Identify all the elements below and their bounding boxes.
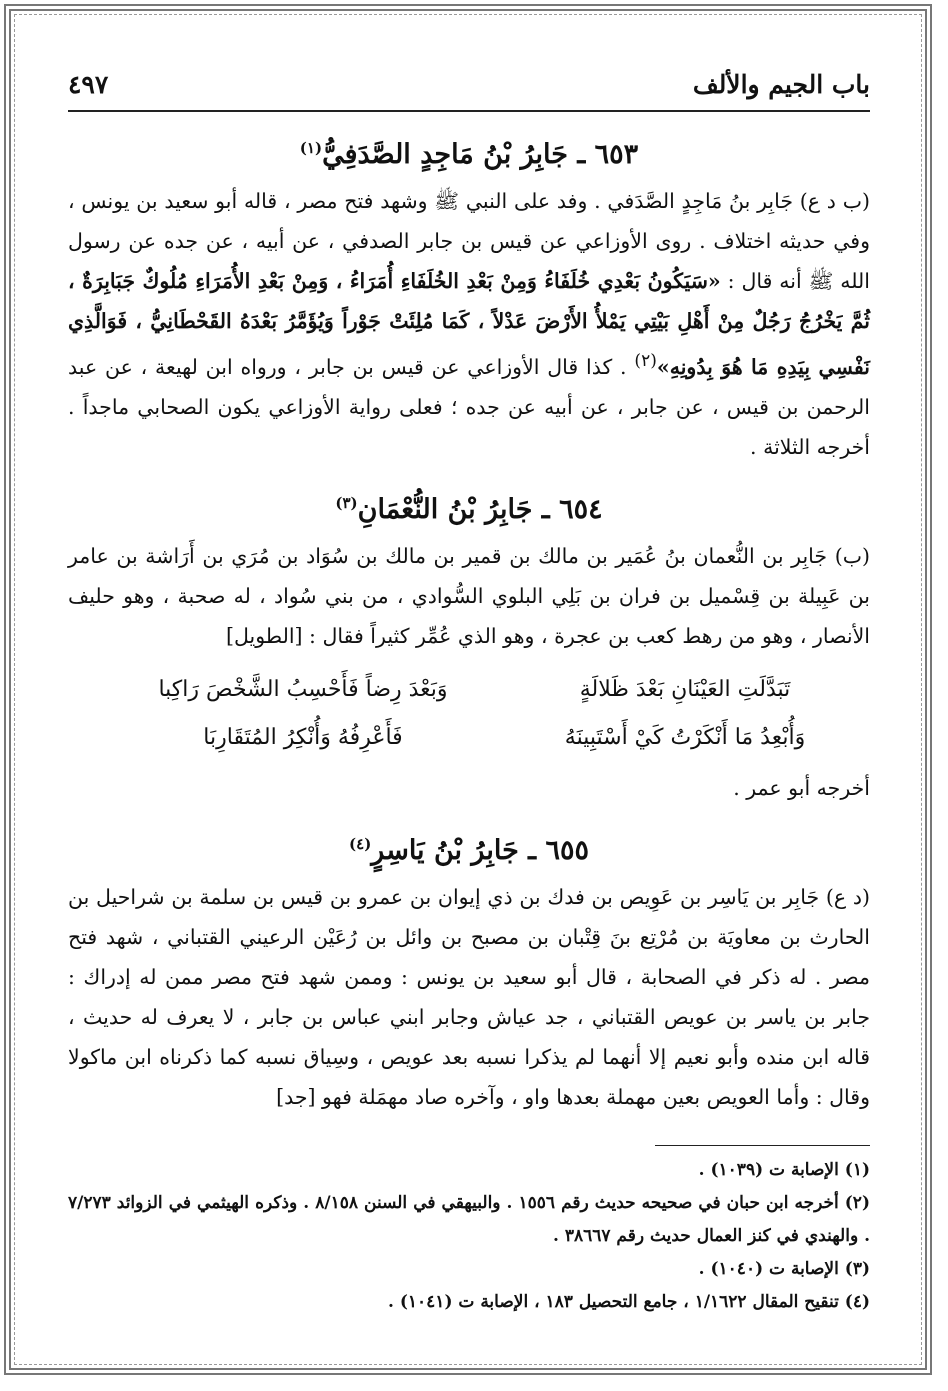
poem-verse	[68, 714, 870, 762]
footnote: (٢) أخرجه ابن حبان في صحيحه حديث رقم ١٥٥٦ . والبيهقي في السنن ٨/١٥٨ . وذكره الهيثمي في الزوائد ٧/٢٧٣ . والهندي في كنز العمال حديث رقم ٣٨٦٦٧ .	[68, 1192, 870, 1246]
hadith-text: «سَيَكُونُ بَعْدِي خُلَفَاءُ وَمِنْ بَعْدِ الخُلَفَاءِ أُمَرَاءُ ، وَمِنْ بَعْدِ الأُمَرَاءِ مُلُوكٌ جَبَابِرَةٌ ، ثُمَّ يَخْرُجُ رَجُلٌ مِنْ أَهْلِ بَيْتِي يَمْلأُ الأَرْضَ عَدْلاً ، كَمَا مُلِئَتْ جَوْراً وَيُؤَمَّرُ بَعْدَهُ القَحْطَانِيُّ ، فَوَالَّذِي نَفْسِي بِيَدِهِ مَا هُوَ بِدُونِهِ»	[68, 269, 870, 379]
entry-title-text: ٦٥٥ ـ جَابِرُ بْنُ يَاسِرٍ	[371, 834, 589, 866]
entry-text: (ب د ع) جَابِر بنُ مَاجِدٍ الصَّدَفي . وفد على النبي ﷺ وشهد فتح مصر ، قاله أبو سعيد بن يونس ، وفي حديثه اختلاف . روى الأوزاعي عن قيس بن جابر الصدفي ، عن أبيه ، عن جده عن رسول الله ﷺ أنه قال :	[68, 189, 870, 293]
footnote-ref: (٣)	[335, 493, 358, 512]
footnote-ref: (٢)	[634, 351, 657, 371]
poem	[68, 666, 870, 762]
footnote-separator	[655, 1145, 870, 1146]
footnote: (٤) تنقيح المقال ١/١٦٢٢ ، جامع التحصيل ١٨٣ ، الإصابة ت (١٠٤١) .	[388, 1291, 870, 1312]
entry-title-text: ٦٥٤ ـ جَابِرُ بْنُ النُّعْمَانِ	[357, 493, 603, 525]
entry-title-655	[68, 824, 870, 871]
entry-text: (ب) جَابِر بن النُّعمان بنُ عُمَير بن مالك بن قمير بن مالك بن سُوَاد بن مُرَي بن أَرَاشة بن عامر بن عَبِيلة بن قِسْميل بن فران بن بَلِي البلوي السُّوادي ، من بني سُواد ، له صحبة ، وهو حليف الأنصار ، وهو من رهط كعب بن عجرة ، وهو الذي عُمِّر كثيراً فقال : [الطويل]	[68, 543, 870, 648]
entry-body-655	[68, 877, 870, 1117]
entry-title-654	[68, 483, 870, 530]
footnote: (٣) الإصابة ت (١٠٤٠) .	[698, 1258, 870, 1279]
footnote-ref: (٤)	[349, 834, 372, 853]
entry-closing-654: أخرجه أبو عمر .	[733, 775, 870, 800]
poem-hemistich: فَأَعْرِفُهُ وَأُنْكِرُ المُتَقَارِبَا	[203, 724, 403, 750]
footnote: (١) الإصابة ت (١٠٣٩) .	[698, 1159, 870, 1180]
entry-title-text: ٦٥٣ ـ جَابِرُ بْنُ مَاجِدٍ الصَّدَفِيُّ	[322, 139, 639, 170]
page-header	[68, 64, 870, 112]
poem-hemistich: وَبَعْدَ رِضاً فَأَحْسِبُ الشَّخْصَ رَاكِبا	[158, 676, 448, 702]
chapter-title: باب الجيم والألف	[692, 70, 870, 99]
poem-hemistich: تَبَدَّلَتِ العَيْنَانِ بَعْدَ ظَلالَةٍ	[579, 676, 791, 702]
footnotes	[68, 1154, 870, 1319]
page-number: ٤٩٧	[68, 70, 109, 99]
page-content	[68, 64, 870, 1319]
entry-text: . كذا قال الأوزاعي عن قيس بن جابر ، ورواه ابن لهيعة ، عن عبد الرحمن بن قيس ، عن جابر ، عن أبيه عن جده ؛ فعلى رواية الأوزاعي يكون الصحابي ماجداً . أخرجه الثلاثة .	[68, 354, 870, 459]
footnote-ref: (١)	[299, 139, 323, 157]
entry-body-653	[68, 181, 870, 467]
poem-verse	[68, 666, 870, 714]
entry-title-653	[68, 128, 870, 175]
poem-hemistich: وَأُبْعِدُ مَا أَنْكَرْتُ كَيْ أَسْتَبِينَهُ	[564, 724, 806, 750]
entry-text: (د ع) جَابِر بن يَاسِر بن عَوِيص بن فدك بن ذي إيوان بن عمرو بن قيس بن سلمة بن شراحيل بن الحارث بن معاويَة بن مُرْتِع بنَ قِتْبان بن مصبح بن وائل بن رُعَيْن الرعيني القتباني ، شهد فتح مصر . له ذكر في الصحابة ، قال أبو سعيد بن يونس : وممن شهد فتح مصر ممن له إدراك : جابر بن ياسر بن عويص القتباني ، جد عياش وجابر ابني عباس بن جابر ، لا يعرف له حديث ، قاله ابن منده وأبو نعيم إلا أنهما لم يذكرا نسبه بعد عويص ، وسِياق نسبه كما ذكرناه ابن ماكولا وقال : وأما العويص بعين مهملة بعدها واو ، وآخره صاد مهمَلة فهو [جد]	[68, 884, 870, 1109]
entry-body-654	[68, 536, 870, 656]
